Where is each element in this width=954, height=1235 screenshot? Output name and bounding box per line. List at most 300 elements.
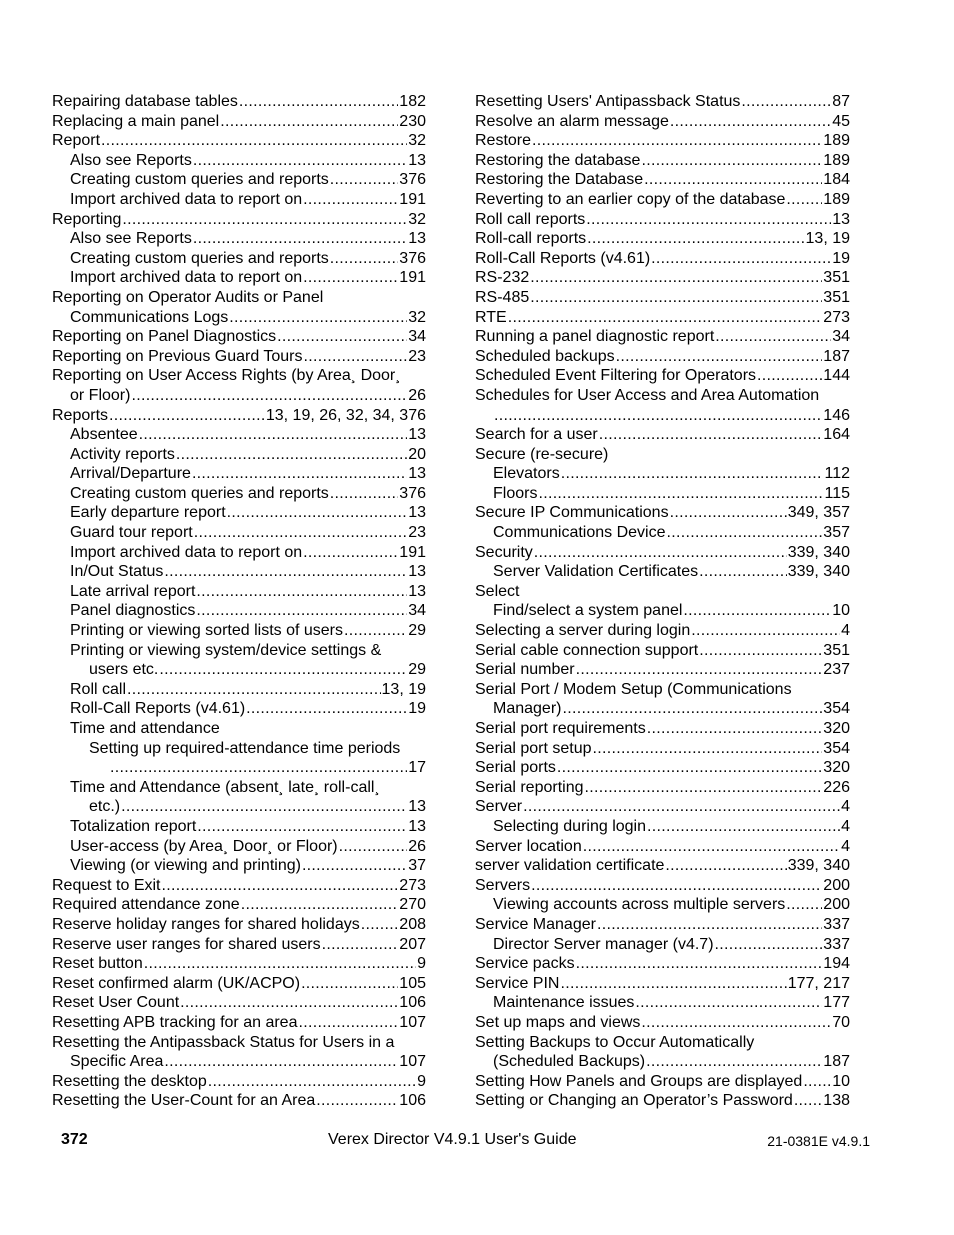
index-entry <box>475 1052 850 1072</box>
index-entry <box>52 484 426 504</box>
index-entry-page: 189 <box>823 190 850 208</box>
index-entry-page: 10 <box>832 602 850 620</box>
index-entry-term: Find/select a system panel <box>493 602 683 620</box>
index-entry <box>52 954 426 974</box>
index-entry-term: Time and Attendance (absent¸ late¸ roll-call¸ <box>70 778 380 796</box>
index-entry-page: 189 <box>823 132 850 150</box>
index-entry-page: 112 <box>824 465 850 483</box>
dot-leader <box>164 562 407 582</box>
index-entry <box>475 974 850 994</box>
index-entry-term: Specific Area <box>70 1053 164 1071</box>
index-entry <box>475 837 850 857</box>
index-entry-page: 13 <box>408 426 426 444</box>
dot-leader <box>229 308 407 328</box>
index-entry-page: 9 <box>417 955 426 973</box>
index-entry-page: 4 <box>841 622 850 640</box>
index-entry-page: 107 <box>399 1013 426 1031</box>
index-entry-term: Resetting Users' Antipassback Status <box>475 93 741 110</box>
index-entry-term: User-access (by Area¸ Door¸ or Floor) <box>70 837 338 855</box>
index-entry-page: 376 <box>399 249 426 267</box>
dot-leader <box>691 621 840 641</box>
index-entry-page: 337 <box>823 915 850 933</box>
index-entry-page: 45 <box>832 112 850 130</box>
dot-leader <box>330 170 399 190</box>
index-entry-term: Absentee <box>70 426 138 444</box>
index-entry-term: Director Server manager (v4.7) <box>493 935 714 953</box>
index-entry-term: Also see Reports <box>70 230 192 248</box>
index-entry-term: Secure IP Communications <box>475 504 669 522</box>
dot-leader <box>193 229 407 249</box>
dot-leader <box>144 954 416 974</box>
footer-title: Verex Director V4.9.1 User's Guide <box>328 1131 577 1148</box>
index-entry <box>475 170 850 190</box>
dot-leader <box>561 464 824 484</box>
index-entry-term: Activity reports <box>70 445 175 463</box>
index-entry-term: Restoring the Database <box>475 171 644 189</box>
index-entry-term: Printing or viewing sorted lists of users <box>70 622 343 640</box>
index-entry-term: Search for a user <box>475 426 598 444</box>
index-entry <box>52 935 426 955</box>
index-entry-page: 191 <box>399 543 426 561</box>
index-entry-term: Setting up required-attendance time periods <box>89 739 401 757</box>
index-entry-term: Request to Exit <box>52 876 161 894</box>
index-entry-page: 237 <box>823 661 850 679</box>
index-entry-term: Setting or Changing an Operator’s Password <box>475 1092 793 1110</box>
index-entry-page: 37 <box>408 857 426 875</box>
index-entry <box>475 1013 850 1033</box>
index-entry-term: Reserve user ranges for shared users <box>52 935 321 953</box>
index-entry-term: Serial port setup <box>475 739 592 757</box>
dot-leader <box>665 856 786 876</box>
index-entry-page: 182 <box>399 93 426 110</box>
index-entry-page: 13 <box>408 582 426 600</box>
dot-leader <box>194 523 407 543</box>
index-entry-term: Reports <box>52 406 109 424</box>
index-entry-page: 376 <box>399 484 426 502</box>
index-entry <box>52 778 426 798</box>
index-entry-term: or Floor) <box>70 386 131 404</box>
index-entry <box>52 170 426 190</box>
index-entry-term: Resetting APB tracking for an area <box>52 1013 298 1031</box>
index-entry-term: Server <box>475 798 523 816</box>
dot-leader <box>651 249 831 269</box>
footer-page-number: 372 <box>61 1131 88 1148</box>
index-entry <box>52 974 426 994</box>
dot-leader <box>670 503 787 523</box>
dot-leader <box>670 112 831 132</box>
index-entry <box>52 1033 426 1053</box>
dot-leader <box>162 876 399 896</box>
index-entry-term: Reserve holiday ranges for shared holidays <box>52 915 360 933</box>
index-entry <box>52 1013 426 1033</box>
dot-leader <box>180 993 398 1013</box>
index-entry-page: 187 <box>823 347 850 365</box>
index-entry <box>475 347 850 367</box>
index-entry <box>475 308 850 328</box>
index-entry-term: Floors <box>493 484 538 502</box>
index-entry-term: Reverting to an earlier copy of the database <box>475 190 786 208</box>
dot-leader <box>303 543 398 563</box>
index-entry-term: Reporting on Operator Audits or Panel <box>52 288 324 306</box>
index-entry-page: 29 <box>408 622 426 640</box>
index-entry-page: 26 <box>408 386 426 404</box>
index-entry-term: Creating custom queries and reports <box>70 249 329 267</box>
dot-leader <box>683 601 831 621</box>
index-entry-term: Service Manager <box>475 915 596 933</box>
index-entry <box>52 190 426 210</box>
dot-leader <box>699 641 822 661</box>
index-entry <box>52 758 426 778</box>
index-entry-term: Reset button <box>52 955 143 973</box>
dot-leader <box>585 778 823 798</box>
dot-leader <box>122 210 407 230</box>
index-entry <box>52 856 426 876</box>
index-entry <box>475 229 850 249</box>
index-entry-term: Secure (re-secure) <box>475 445 609 463</box>
index-entry <box>475 562 850 582</box>
dot-leader <box>646 1052 822 1072</box>
index-entry <box>475 680 850 700</box>
index-entry <box>475 268 850 288</box>
index-entry <box>475 895 850 915</box>
index-entry-term: Creating custom queries and reports <box>70 484 329 502</box>
index-entry-term: Server Validation Certificates <box>493 563 699 581</box>
index-entry-term: Maintenance issues <box>493 994 635 1012</box>
dot-leader <box>641 1013 831 1033</box>
index-entry-page: 146 <box>823 406 850 424</box>
index-entry-term: Servers <box>475 876 531 894</box>
index-entry <box>475 954 850 974</box>
dot-leader <box>587 229 804 249</box>
index-entry-page: 19 <box>832 249 850 267</box>
index-entry <box>52 817 426 837</box>
dot-leader <box>197 817 407 837</box>
index-entry-page: 194 <box>823 955 850 973</box>
index-entry <box>52 229 426 249</box>
index-entry <box>475 327 850 347</box>
index-entry <box>52 797 426 817</box>
index-entry-term: Roll-Call Reports (v4.61) <box>70 700 246 718</box>
dot-leader <box>644 170 822 190</box>
index-entry <box>475 1072 850 1092</box>
index-entry <box>475 817 850 837</box>
dot-leader <box>803 1072 831 1092</box>
index-entry-page: 13, 19 <box>381 680 426 698</box>
dot-leader <box>139 425 408 445</box>
index-entry-page: 107 <box>399 1053 426 1071</box>
index-entry <box>52 308 426 328</box>
dot-leader <box>599 425 823 445</box>
dot-leader <box>523 797 840 817</box>
index-entry-term: Resolve an alarm message <box>475 112 669 130</box>
index-entry <box>475 249 850 269</box>
index-entry <box>475 993 850 1013</box>
index-entry-page: 351 <box>823 288 850 306</box>
index-entry <box>52 895 426 915</box>
dot-leader <box>109 406 265 426</box>
index-entry-term: Communications Device <box>493 524 666 542</box>
index-entry-term: Setting How Panels and Groups are displayed <box>475 1072 803 1090</box>
dot-leader <box>304 347 408 367</box>
dot-leader <box>241 895 399 915</box>
dot-leader <box>196 582 407 602</box>
index-entry-term: etc.) <box>89 798 121 816</box>
index-entry <box>475 660 850 680</box>
dot-leader <box>593 739 823 759</box>
index-entry-page: 270 <box>399 896 426 914</box>
index-entry <box>52 112 426 132</box>
dot-leader <box>757 366 822 386</box>
dot-leader <box>586 210 831 230</box>
index-entry-page: 105 <box>399 974 426 992</box>
index-entry-term: Service packs <box>475 955 575 973</box>
index-entry-term: Resetting the Antipassback Status for Users in a <box>52 1033 395 1051</box>
index-entry-page: 17 <box>408 759 426 777</box>
dot-leader <box>196 601 407 621</box>
index-entry-term: RTE <box>475 308 507 326</box>
index-entry-page: 177, 217 <box>787 974 850 992</box>
index-entry-page: 13 <box>408 563 426 581</box>
index-entry <box>475 366 850 386</box>
index-entry-term: Viewing accounts across multiple servers <box>493 896 786 914</box>
index-entry <box>475 1091 850 1111</box>
index-entry-page: 164 <box>823 426 850 444</box>
index-entry-page: 26 <box>408 837 426 855</box>
index-entry-term: RS-485 <box>475 288 530 306</box>
index-entry-term: Creating custom queries and reports <box>70 171 329 189</box>
index-entry <box>475 484 850 504</box>
index-entry <box>475 856 850 876</box>
dot-leader <box>531 876 822 896</box>
index-entry <box>475 131 850 151</box>
dot-leader <box>699 562 787 582</box>
index-column-right <box>475 92 850 1111</box>
dot-leader <box>597 915 822 935</box>
index-entry-page: 273 <box>823 308 850 326</box>
index-entry-term: Also see Reports <box>70 151 192 169</box>
index-entry-page: 13 <box>832 210 850 228</box>
index-entry <box>52 601 426 621</box>
index-entry-page: 13 <box>408 817 426 835</box>
dot-leader <box>220 112 398 132</box>
index-entry-term: Reset confirmed alarm (UK/ACPO) <box>52 974 301 992</box>
index-entry-term: Elevators <box>493 465 560 483</box>
index-entry-page: 339, 340 <box>787 857 850 875</box>
dot-leader <box>298 1013 398 1033</box>
index-entry <box>52 621 426 641</box>
index-entry-page: 34 <box>832 328 850 346</box>
index-entry-page: 32 <box>408 132 426 150</box>
index-entry-term: Time and attendance <box>70 720 220 737</box>
index-entry <box>52 131 426 151</box>
index-entry-page: 339, 340 <box>787 563 850 581</box>
index-entry-term: Panel diagnostics <box>70 602 196 620</box>
index-entry <box>52 699 426 719</box>
dot-leader <box>494 406 822 426</box>
dot-leader <box>508 308 823 328</box>
dot-leader <box>794 1091 822 1111</box>
index-entry-term: Replacing a main panel <box>52 112 220 130</box>
index-entry <box>52 327 426 347</box>
index-entry <box>475 797 850 817</box>
dot-leader <box>193 151 407 171</box>
index-entry-term: Resetting the User-Count for an Area <box>52 1092 316 1110</box>
index-entry-term: Reporting on User Access Rights (by Area¸ Door¸ <box>52 367 401 385</box>
index-entry-term: Report <box>52 132 101 150</box>
index-entry-page: 354 <box>823 739 850 757</box>
index-entry-term: In/Out Status <box>70 563 164 581</box>
index-entry-term: Reset User Count <box>52 994 180 1012</box>
index-entry <box>52 425 426 445</box>
index-entry-page: 4 <box>841 817 850 835</box>
index-entry-page: 337 <box>823 935 850 953</box>
index-entry-page: 4 <box>841 798 850 816</box>
index-entry-page: 357 <box>823 524 850 542</box>
index-entry <box>475 406 850 426</box>
index-entry-term: Serial Port / Modem Setup (Communications <box>475 680 792 698</box>
index-entry-term: Security <box>475 543 533 561</box>
index-entry <box>52 92 426 112</box>
dot-leader <box>786 190 822 210</box>
dot-leader <box>301 974 398 994</box>
dot-leader <box>303 268 398 288</box>
index-entry-term: Late arrival report <box>70 582 196 600</box>
index-entry-page: 13, 19, 26, 32, 34, 376 <box>265 406 426 424</box>
index-entry-page: 9 <box>417 1072 426 1090</box>
dot-leader <box>538 484 823 504</box>
index-entry-page: 351 <box>823 641 850 659</box>
index-entry-term: Scheduled Event Filtering for Operators <box>475 367 757 385</box>
index-entry-page: 106 <box>399 1092 426 1110</box>
dot-leader <box>534 543 787 563</box>
index-entry <box>475 778 850 798</box>
footer-document-code: 21-0381E v4.9.1 <box>767 1133 870 1149</box>
index-entry <box>52 680 426 700</box>
index-entry <box>475 699 850 719</box>
index-entry-term: RS-232 <box>475 269 530 287</box>
dot-leader <box>302 856 407 876</box>
dot-leader <box>192 464 407 484</box>
index-entry-page: 4 <box>841 837 850 855</box>
index-entry <box>475 92 850 112</box>
index-entry-page: 349, 357 <box>787 504 850 522</box>
dot-leader <box>557 758 822 778</box>
dot-leader <box>532 131 822 151</box>
index-entry-term: Communications Logs <box>70 308 229 326</box>
dot-leader <box>227 503 408 523</box>
index-entry-page: 351 <box>823 269 850 287</box>
dot-leader <box>330 249 399 269</box>
index-entry <box>475 190 850 210</box>
index-entry-term: Setting Backups to Occur Automatically <box>475 1033 755 1051</box>
index-entry <box>475 758 850 778</box>
index-entry-page: 23 <box>408 347 426 365</box>
index-entry-page: 13 <box>408 798 426 816</box>
index-entry-page: 13 <box>408 504 426 522</box>
index-entry <box>475 641 850 661</box>
index-entry-page: 32 <box>408 308 426 326</box>
index-entry-term: Serial ports <box>475 759 556 777</box>
index-entry-term: Roll-call reports <box>475 230 587 248</box>
index-entry <box>475 445 850 465</box>
index-entry-term: Scheduled backups <box>475 347 615 365</box>
index-entry <box>475 582 850 602</box>
index-entry-page: 34 <box>408 602 426 620</box>
index-entry <box>475 288 850 308</box>
dot-leader <box>647 719 823 739</box>
index-entry-page: 177 <box>823 994 850 1012</box>
index-entry-page: 273 <box>399 876 426 894</box>
index-entry <box>52 503 426 523</box>
dot-leader <box>647 817 840 837</box>
index-entry-page: 23 <box>408 524 426 542</box>
dot-leader <box>560 974 786 994</box>
index-entry-term: Import archived data to report on <box>70 543 303 561</box>
index-entry-term: Server location <box>475 837 582 855</box>
dot-leader <box>101 131 407 151</box>
index-entry-term: Roll call reports <box>475 210 586 228</box>
dot-leader <box>361 915 399 935</box>
index-entry <box>52 268 426 288</box>
index-entry-term: Repairing database tables <box>52 93 238 110</box>
index-entry-page: 10 <box>832 1072 850 1090</box>
index-entry <box>52 249 426 269</box>
index-entry-term: Reporting on Previous Guard Tours <box>52 347 303 365</box>
index-entry <box>52 719 426 739</box>
dot-leader <box>277 327 407 347</box>
dot-leader <box>131 386 407 406</box>
dot-leader <box>635 993 822 1013</box>
index-entry-term: Roll-Call Reports (v4.61) <box>475 249 651 267</box>
index-entry-term: server validation certificate <box>475 857 665 875</box>
index-entry-term: Selecting during login <box>493 817 646 835</box>
dot-leader <box>715 327 831 347</box>
index-entry <box>52 837 426 857</box>
dot-leader <box>344 621 407 641</box>
index-entry <box>475 543 850 563</box>
index-entry-term: Restore <box>475 132 532 150</box>
index-entry-page: 34 <box>408 328 426 346</box>
index-entry-term: Arrival/Departure <box>70 465 191 483</box>
index-entry-term: Serial port requirements <box>475 720 646 737</box>
index-entry-page: 184 <box>823 171 850 189</box>
index-column-left <box>52 92 426 1111</box>
dot-leader <box>576 954 823 974</box>
index-entry-page: 320 <box>823 720 850 737</box>
dot-leader <box>239 92 398 112</box>
index-entry-page: 226 <box>823 778 850 796</box>
dot-leader <box>786 895 822 915</box>
dot-leader <box>316 1091 398 1111</box>
index-entry <box>52 406 426 426</box>
index-entry-page: 191 <box>399 190 426 208</box>
index-entry <box>475 386 850 406</box>
dot-leader <box>159 660 407 680</box>
dot-leader <box>667 523 823 543</box>
index-entry-term: Roll call <box>70 680 127 698</box>
index-entry <box>52 739 426 759</box>
index-entry-page: 106 <box>399 994 426 1012</box>
index-entry-term: Serial reporting <box>475 778 584 796</box>
index-entry-term: Select <box>475 582 520 600</box>
index-entry <box>52 210 426 230</box>
index-entry-page: 208 <box>399 915 426 933</box>
index-entry <box>52 562 426 582</box>
dot-leader <box>208 1072 416 1092</box>
index-entry-page: 87 <box>832 93 850 110</box>
dot-leader <box>741 92 831 112</box>
index-entry-page: 339, 340 <box>787 543 850 561</box>
